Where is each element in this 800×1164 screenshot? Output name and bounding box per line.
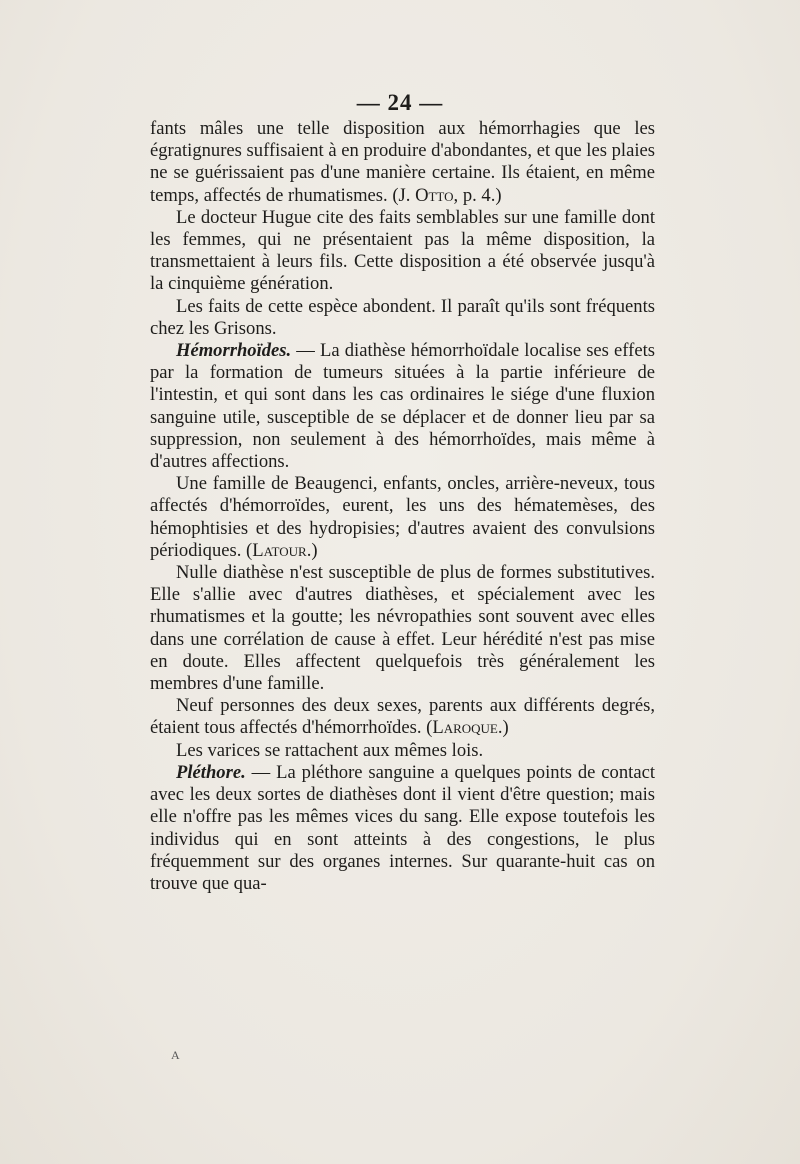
- paragraph: [150, 207, 655, 296]
- text-run: Neuf personnes des deux sexes, parents aux différents degrés, étaient tous affectés d'hémorrhoïdes. (: [150, 695, 655, 739]
- page-number: — 24 —: [356, 90, 444, 115]
- paragraph: [150, 562, 655, 695]
- text-run: Une famille de Beaugenci, enfants, oncles, arrière-neveux, tous affectés d'hémorroïdes, eurent, les uns des hématemèses, des hémophtisies et des hydropisies; d'autres avaient des convulsions périodiques. (: [150, 473, 655, 561]
- text-run: Les varices se rattachent aux mêmes lois.: [176, 739, 484, 761]
- paragraph: [150, 296, 655, 340]
- signature-mark: A: [171, 1048, 180, 1062]
- text-run: .): [497, 717, 509, 739]
- text-run: Le docteur Hugue cite des faits semblables sur une famille dont les femmes, qui ne présentaient pas la même disposition, la transmettaient à leurs fils. Cette disposition a été observée jusqu'à la cinquième génération.: [150, 206, 655, 295]
- paragraph: [150, 340, 655, 473]
- text-run: — La pléthore sanguine a quelques points de contact avec les deux sortes de diathèses dont il vient d'être question; mais elle n'offre pas les mêmes vices du sang. Elle expose toutefois les individus qui en sont atteints à des congestions, le plus fréquemment sur des organes internes. Sur quarante-huit cas on trouve que qua-: [150, 761, 655, 894]
- text-run: Nulle diathèse n'est susceptible de plus de formes substitutives. Elle s'allie avec d'autres diathèses, et spécialement avec les rhumatismes et la goutte; les névropathies sont souvent avec elles dans une corrélation de cause à effet. Leur hérédité n'est pas mise en doute. Elles affectent quelquefois très généralement les membres d'une famille.: [150, 562, 655, 695]
- section-heading: Pléthore.: [176, 761, 246, 783]
- author-citation: Latour: [252, 539, 307, 561]
- paragraph: [150, 762, 655, 895]
- paragraph: [150, 118, 655, 207]
- text-run: fants mâles une telle disposition aux hémorrhagies que les égratignures suffisaient à en produire d'abondantes, et que les plaies ne se guérissaient pas d'une manière certaine. Ils étaient, en même temps, affectés de rhumatismes. (J.: [150, 118, 655, 206]
- section-heading: Hémorrhoïdes.: [176, 340, 292, 362]
- author-citation: Otto: [415, 184, 454, 206]
- text-run: — La diathèse hémorrhoïdale localise ses effets par la formation de tumeurs situées à la partie inférieure de l'intestin, et qui sont dans les cas ordinaires le siége d'une fluxion sanguine utile, susceptible de se déplacer et de donner lieu par sa suppression, non seulement à des hémorrhoïdes, mais même à d'autres affections.: [150, 340, 655, 473]
- paragraph: [150, 740, 655, 762]
- body-text: [150, 118, 655, 895]
- text-run: .): [306, 539, 318, 561]
- author-citation: Laroque: [432, 717, 498, 739]
- text-run: Les faits de cette espèce abondent. Il paraît qu'ils sont fréquents chez les Grisons.: [150, 295, 655, 339]
- paragraph: [150, 695, 655, 739]
- paragraph: [150, 473, 655, 562]
- text-run: , p. 4.): [453, 184, 502, 206]
